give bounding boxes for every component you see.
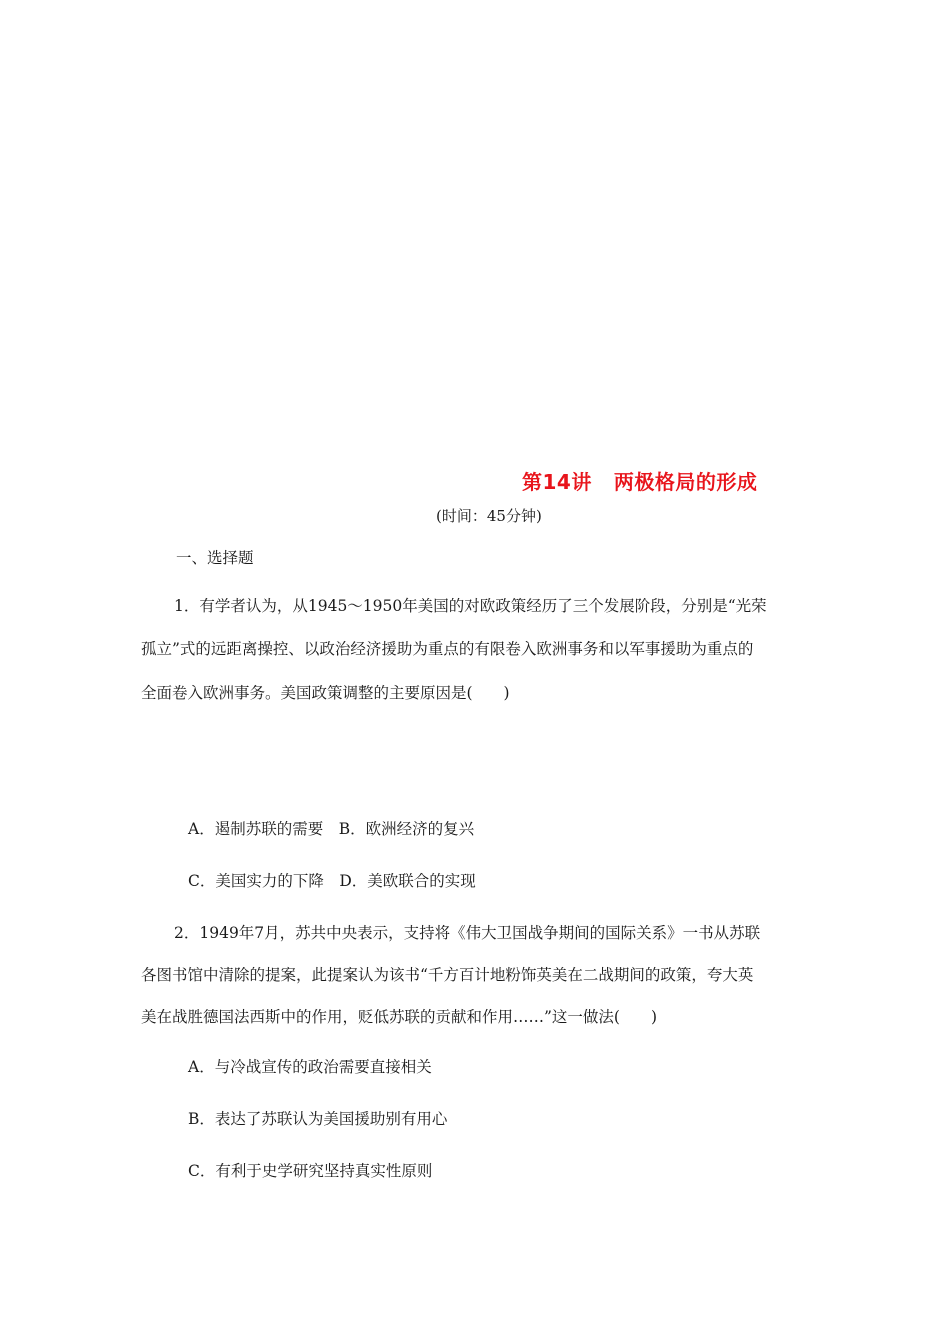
question-2-option-a: A．与冷战宣传的政治需要直接相关 (188, 1058, 432, 1076)
question-2-line-3: 美在战胜德国法西斯中的作用，贬低苏联的贡献和作用……”这一做法( ) (141, 1008, 658, 1026)
question-2-line-1: 2．1949年7月，苏共中央表示，支持将《伟大卫国战争期间的国际关系》一书从苏联 (174, 924, 761, 942)
question-2-line-2: 各图书馆中清除的提案，此提案认为该书“千方百计地粉饰英美在二战期间的政策，夸大英 (141, 966, 754, 984)
section-heading: 一、选择题 (176, 549, 254, 567)
question-1-line-1: 1．有学者认为，从1945～1950年美国的对欧政策经历了三个发展阶段，分别是“光荣 (174, 597, 767, 615)
lesson-title (522, 466, 757, 495)
question-1-line-2: 孤立”式的远距离操控、以政治经济援助为重点的有限卷入欧洲事务和以军事援助为重点的 (141, 640, 754, 658)
question-1-option-row-1: A．遏制苏联的需要 B．欧洲经济的复兴 (188, 820, 475, 838)
question-2-option-b: B．表达了苏联认为美国援助别有用心 (188, 1110, 448, 1128)
lesson-number: 第14讲 (522, 470, 592, 494)
question-2-option-c: C．有利于史学研究坚持真实性原则 (188, 1162, 433, 1180)
question-1-option-row-2: C．美国实力的下降 D．美欧联合的实现 (188, 872, 476, 890)
lesson-topic: 两极格局的形成 (613, 470, 758, 494)
question-1-line-3: 全面卷入欧洲事务。美国政策调整的主要原因是( ) (141, 684, 510, 702)
time-note: (时间：45分钟) (436, 507, 542, 525)
